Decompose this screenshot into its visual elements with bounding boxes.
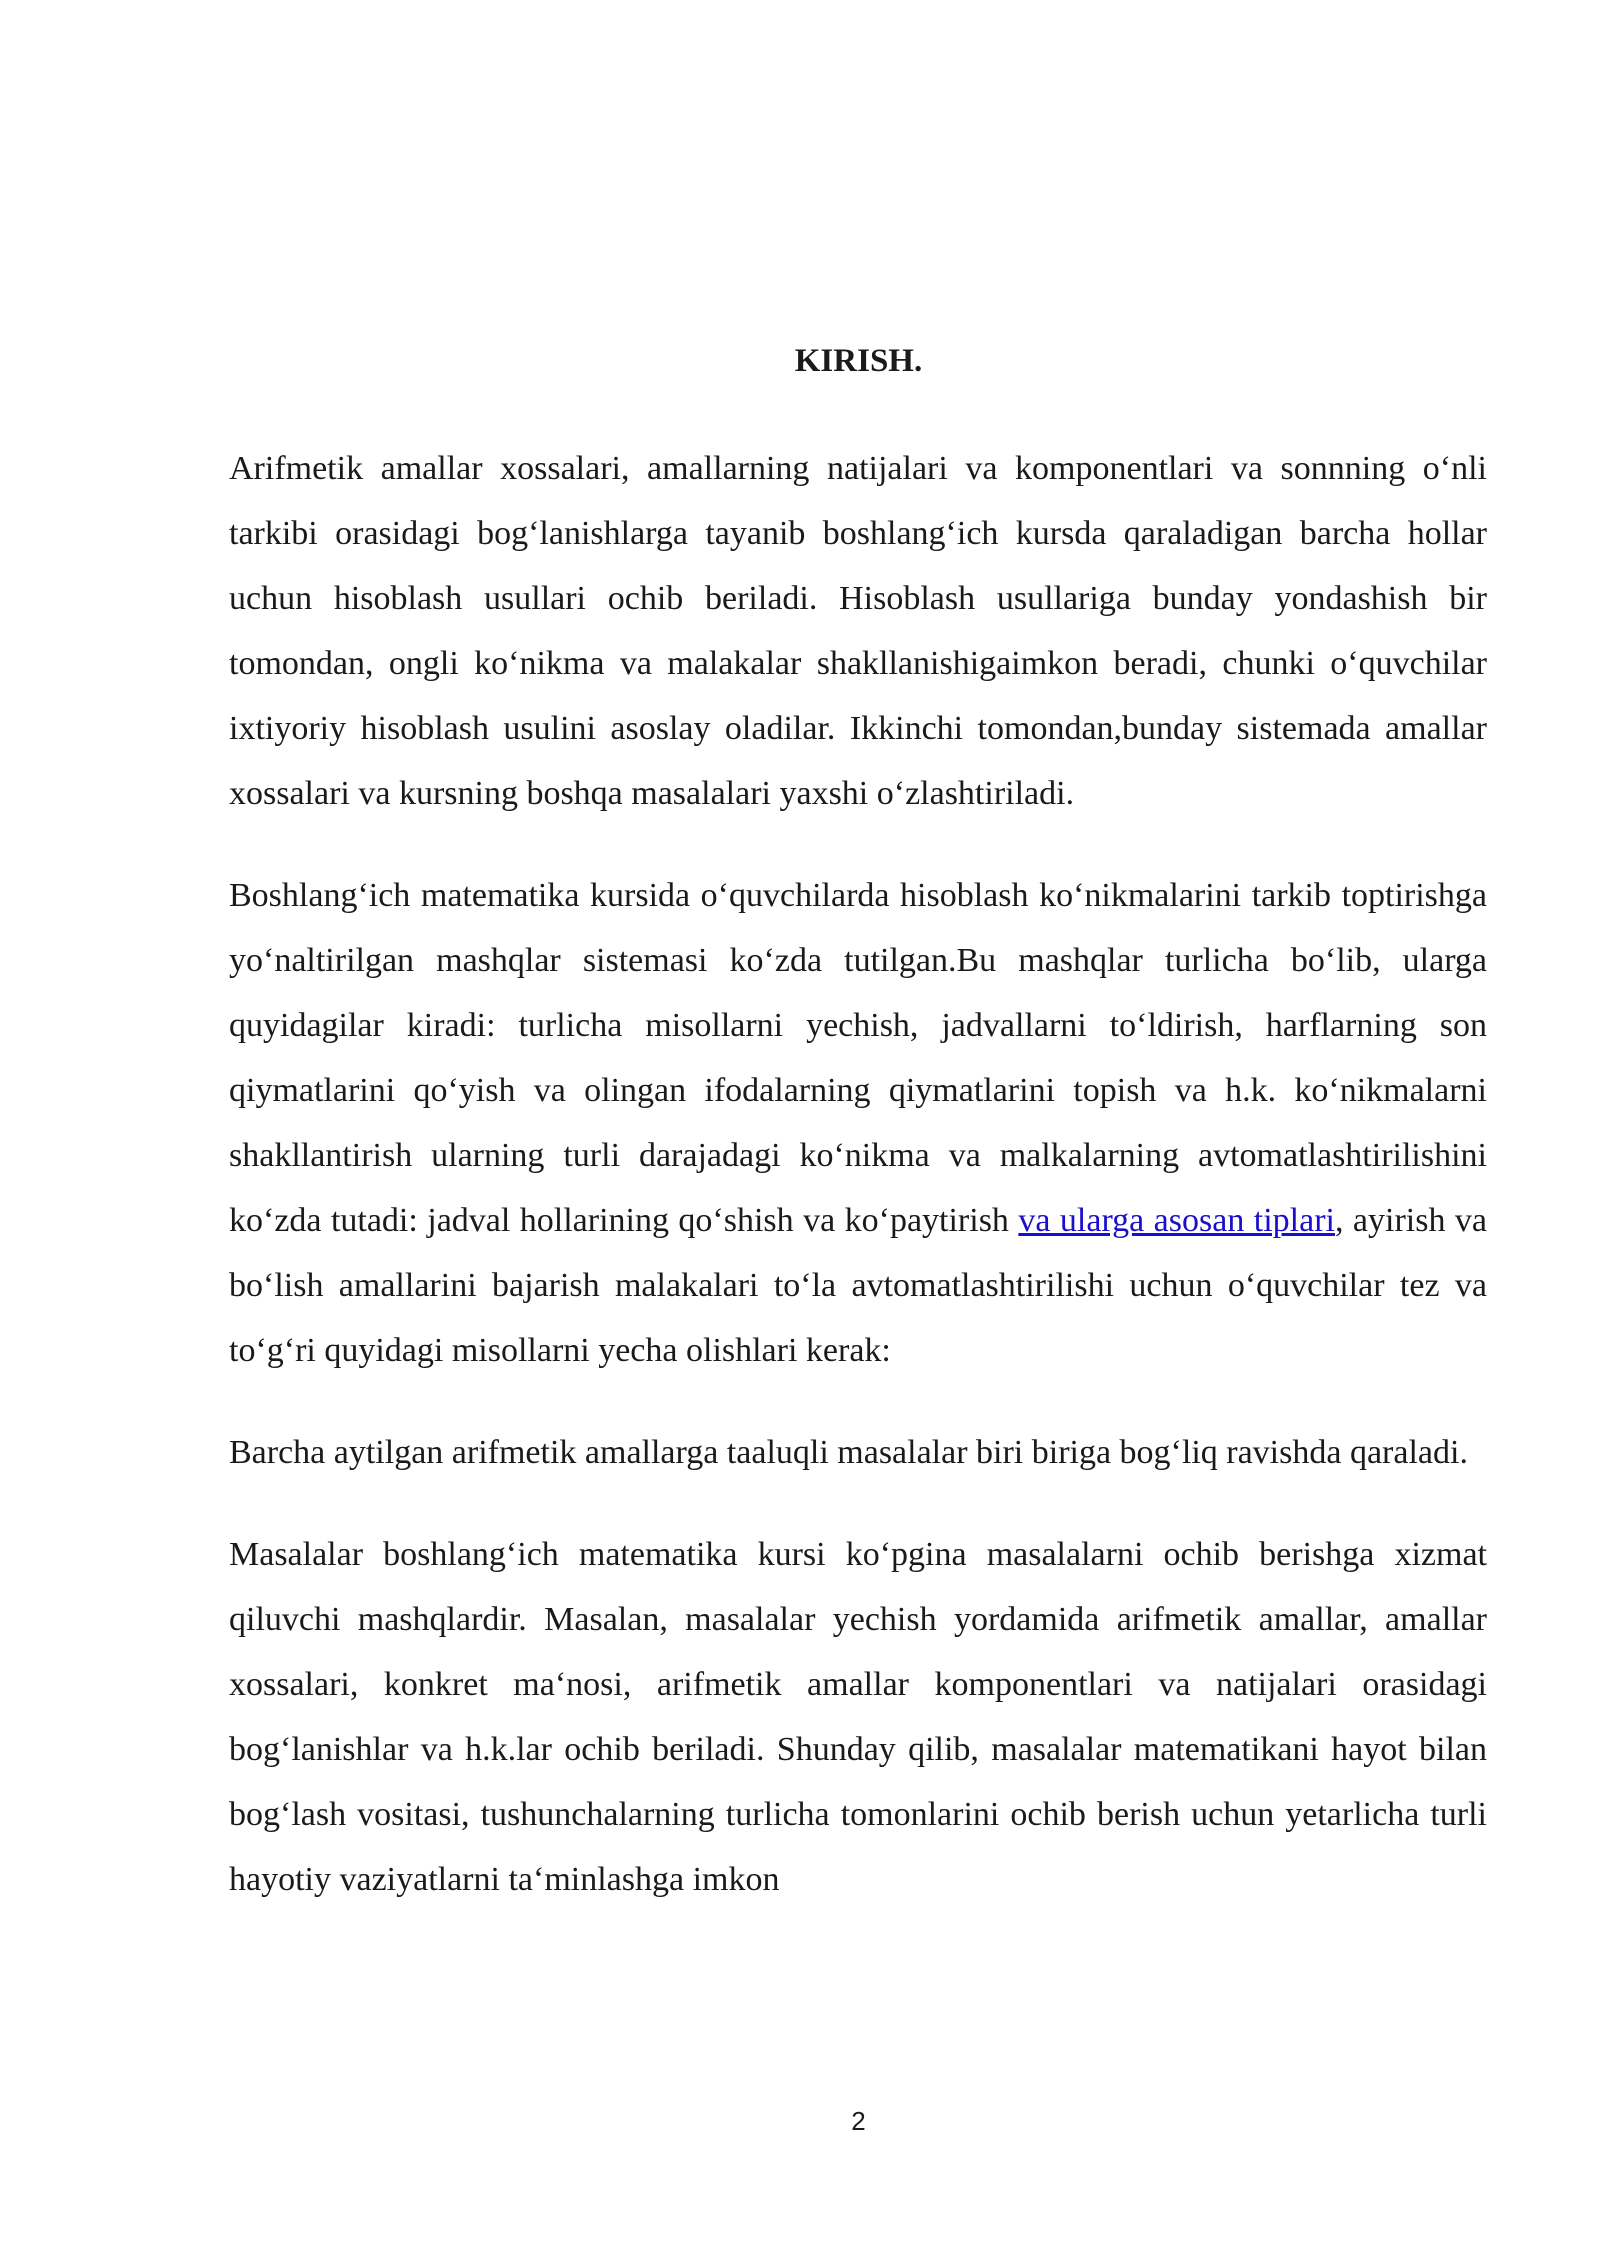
document-body: [229, 436, 1487, 1949]
paragraph-2-text-before-link: Boshlang‘ich matematika kursida o‘quvchilarda hisoblash ko‘nikmalarini tarkib toptirishga yo‘naltirilgan mashqlar sistemasi ko‘zda tutilgan.Bu mashqlar turlicha bo‘lib, ularga quyidagilar kiradi: turlicha misollarni yechish, jadvallarni to‘ldirish, harflarning son qiymatlarini qo‘yish va olingan ifodalarning qiymatlarini topish va h.k. ko‘nikmalarni shakllantirish ularning turli darajadagi ko‘nikma va malkalarning avtomatlashtirilishini ko‘zda tutadi: jadval hollarining qo‘shish va ko‘paytirish: [229, 877, 1487, 1239]
page-number: 2: [851, 2106, 866, 2136]
paragraph-2-text-after-link: , ayirish va bo‘lish amallarini bajarish malakalari to‘la avtomatlashtirilishi uchun o‘quvchilar tez va to‘g‘ri quyidagi misollarni yecha olishlari kerak:: [229, 1202, 1487, 1369]
paragraph-1: Arifmetik amallar xossalari, amallarning natijalari va komponentlari va sonnning o‘nli tarkibi orasidagi bog‘lanishlarga tayanib boshlang‘ich kursda qaraladigan barcha hollar uchun hisoblash usullari ochib beriladi. Hisoblash usullariga bunday yondashish bir tomondan, ongli ko‘nikma va malakalar shakllanishigaimkon beradi, chunki o‘quvchilar ixtiyoriy hisoblash usulini asoslay oladilar. Ikkinchi tomondan,bunday sistemada amallar xossalari va kursning boshqa masalalari yaxshi o‘zlashtiriladi.: [229, 450, 1487, 812]
paragraph-4: Masalalar boshlang‘ich matematika kursi ko‘pgina masalalarni ochib berishga xizmat qiluvchi mashqlardir. Masalan, masalalar yechish yordamida arifmetik amallar, amallar xossalari, konkret ma‘nosi, arifmetik amallar komponentlari va natijalari orasidagi bog‘lanishlar va h.k.lar ochib beriladi. Shunday qilib, masalalar matematikani hayot bilan bog‘lash vositasi, tushunchalarning turlicha tomonlarini ochib berish uchun yetarlicha turli hayotiy vaziyatlarni ta‘minlashga imkon: [229, 1536, 1487, 1898]
paragraph-3: Barcha aytilgan arifmetik amallarga taaluqli masalalar biri biriga bog‘liq ravishda qaraladi.: [229, 1434, 1468, 1471]
paragraph-2: [229, 863, 1487, 1383]
hyperlink-ularga-asosan-tiplari[interactable]: va ularga asosan tiplari: [1018, 1202, 1335, 1239]
page-title: KIRISH.: [794, 343, 923, 379]
